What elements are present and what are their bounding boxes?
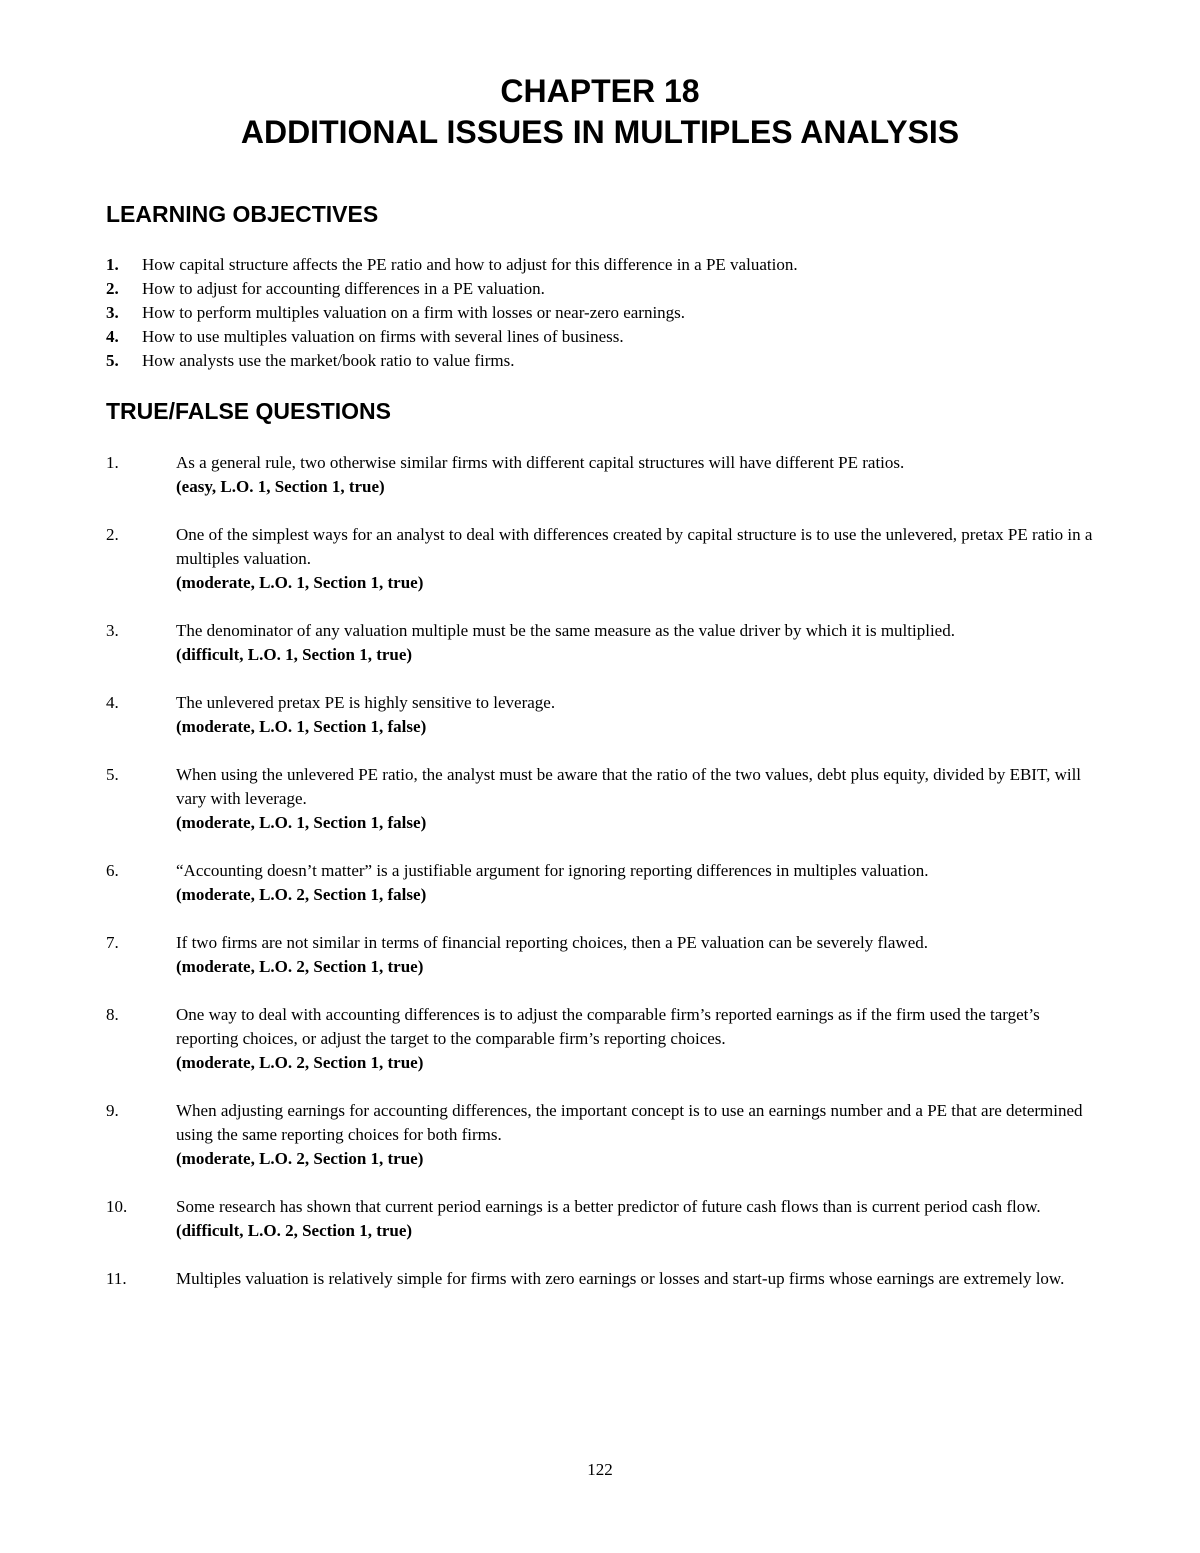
question-item — [106, 931, 1096, 979]
learning-objective-item — [106, 325, 1106, 349]
question-text: If two firms are not similar in terms of financial reporting choices, then a PE valuation can be severely flawed. — [176, 933, 928, 952]
question-item — [106, 523, 1096, 595]
question-number: 7. — [106, 933, 119, 952]
question-number: 10. — [106, 1197, 128, 1216]
question-item — [106, 1267, 1096, 1291]
objective-number: 5. — [106, 351, 119, 370]
question-number: 3. — [106, 621, 119, 640]
question-number: 5. — [106, 765, 119, 784]
objective-text: How to perform multiples valuation on a firm with losses or near-zero earnings. — [142, 303, 686, 322]
question-number: 6. — [106, 861, 119, 880]
question-number: 9. — [106, 1101, 119, 1120]
learning-objective-item — [106, 277, 1106, 301]
question-meta: (moderate, L.O. 2, Section 1, false) — [176, 885, 427, 904]
question-meta: (easy, L.O. 1, Section 1, true) — [176, 477, 385, 496]
question-text: The unlevered pretax PE is highly sensitive to leverage. — [176, 693, 556, 712]
question-number: 11. — [106, 1269, 127, 1288]
question-item — [106, 451, 1096, 499]
true-false-heading: TRUE/FALSE QUESTIONS — [106, 398, 391, 424]
question-meta: (moderate, L.O. 2, Section 1, true) — [176, 1053, 424, 1072]
learning-objective-item — [106, 301, 1106, 325]
question-meta: (moderate, L.O. 1, Section 1, false) — [176, 717, 427, 736]
page-number: 122 — [587, 1460, 613, 1479]
objective-number: 2. — [106, 279, 119, 298]
learning-objective-item — [106, 253, 1106, 277]
question-meta: (moderate, L.O. 2, Section 1, true) — [176, 1149, 424, 1168]
question-meta: (moderate, L.O. 1, Section 1, true) — [176, 573, 424, 592]
question-number: 8. — [106, 1005, 119, 1024]
question-item — [106, 691, 1096, 739]
question-text: When using the unlevered PE ratio, the analyst must be aware that the ratio of the two values, debt plus equity, divided by EBIT, will vary with leverage. — [176, 765, 1082, 808]
question-number: 4. — [106, 693, 119, 712]
question-text: One of the simplest ways for an analyst to deal with differences created by capital structure is to use the unlevered, pretax PE ratio in a multiples valuation. — [176, 525, 1093, 568]
question-number: 2. — [106, 525, 119, 544]
question-meta: (moderate, L.O. 1, Section 1, false) — [176, 813, 427, 832]
learning-objectives-list — [106, 253, 1106, 373]
question-text: When adjusting earnings for accounting differences, the important concept is to use an earnings number and a PE that are determined using the same reporting choices for both firms. — [176, 1101, 1083, 1144]
question-item — [106, 1195, 1096, 1243]
question-number: 1. — [106, 453, 119, 472]
question-item — [106, 1099, 1096, 1171]
objective-text: How to use multiples valuation on firms with several lines of business. — [142, 327, 624, 346]
learning-objectives-heading: LEARNING OBJECTIVES — [106, 201, 379, 227]
question-text: Some research has shown that current period earnings is a better predictor of future cash flows than is current period cash flow. — [176, 1197, 1041, 1216]
question-meta: (difficult, L.O. 1, Section 1, true) — [176, 645, 413, 664]
chapter-number: CHAPTER 18 — [500, 73, 700, 109]
question-text: “Accounting doesn’t matter” is a justifiable argument for ignoring reporting differences in multiples valuation. — [176, 861, 929, 880]
objective-number: 3. — [106, 303, 119, 322]
question-text: The denominator of any valuation multiple must be the same measure as the value driver by which it is multiplied. — [176, 621, 955, 640]
objective-text: How analysts use the market/book ratio to value firms. — [142, 351, 515, 370]
question-item — [106, 619, 1096, 667]
question-text: Multiples valuation is relatively simple for firms with zero earnings or losses and start-up firms whose earnings are extremely low. — [176, 1269, 1065, 1288]
objective-number: 1. — [106, 255, 119, 274]
question-meta: (moderate, L.O. 2, Section 1, true) — [176, 957, 424, 976]
objective-text: How capital structure affects the PE ratio and how to adjust for this difference in a PE valuation. — [142, 255, 798, 274]
question-meta: (difficult, L.O. 2, Section 1, true) — [176, 1221, 413, 1240]
objective-text: How to adjust for accounting differences in a PE valuation. — [142, 279, 545, 298]
question-text: One way to deal with accounting differences is to adjust the comparable firm’s reported earnings as if the firm used the target’s reporting choices, or adjust the target to the comparable firm’s reporting choices. — [176, 1005, 1040, 1048]
question-item — [106, 763, 1096, 835]
question-item — [106, 859, 1096, 907]
chapter-title: ADDITIONAL ISSUES IN MULTIPLES ANALYSIS — [240, 114, 960, 150]
question-item — [106, 1003, 1096, 1075]
true-false-question-list — [106, 451, 1096, 1315]
question-text: As a general rule, two otherwise similar firms with different capital structures will have different PE ratios. — [176, 453, 905, 472]
learning-objective-item — [106, 349, 1106, 373]
objective-number: 4. — [106, 327, 119, 346]
